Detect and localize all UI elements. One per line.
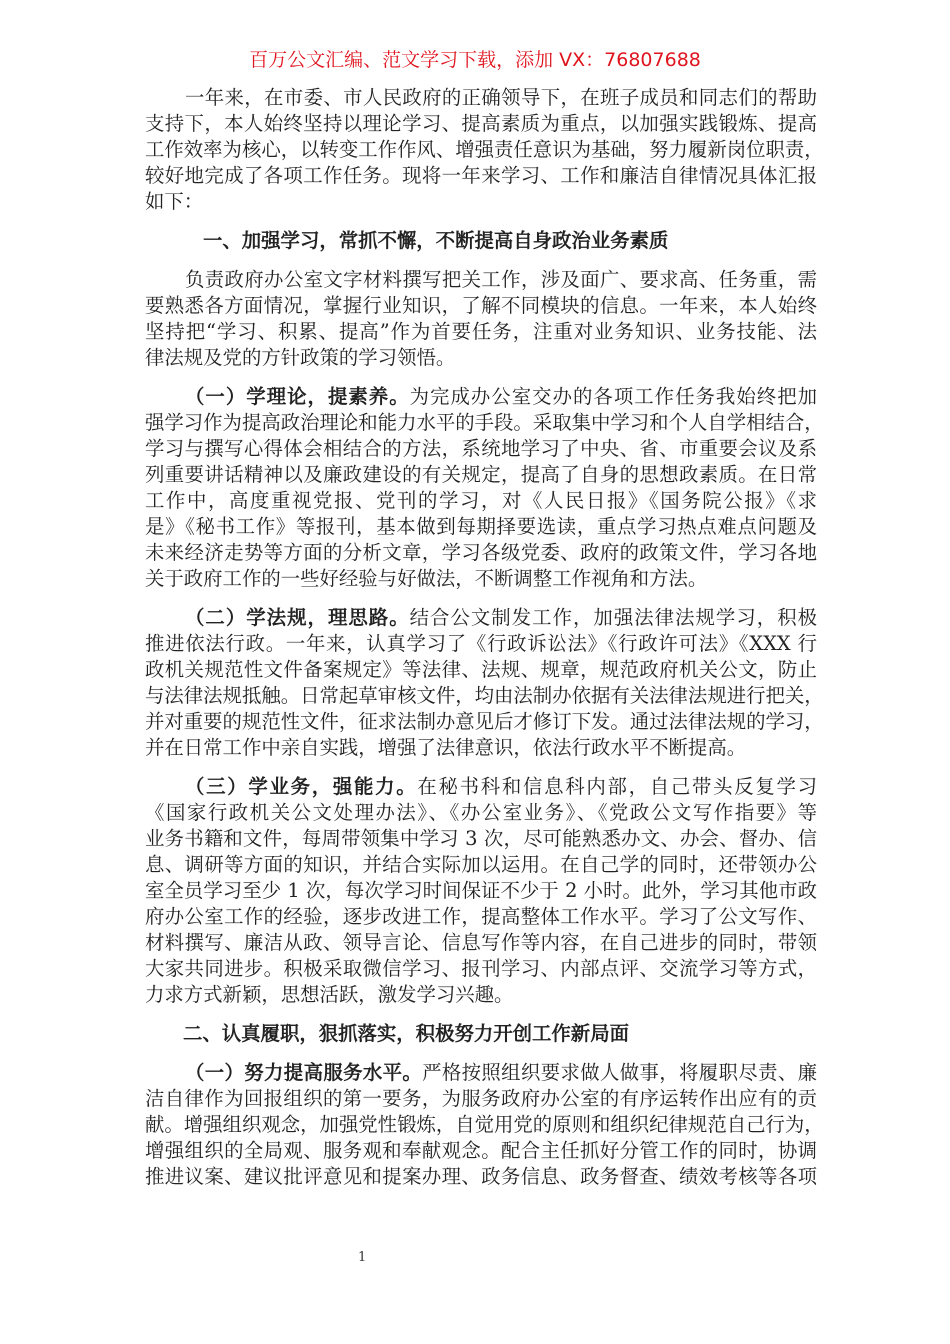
line-text: 推进议案、建议批评意见和提案办理、政务信息、政务督查、绩效考核等各项 — [145, 1165, 817, 1188]
line-text: 洁自律作为回报组织的第一要务，为服务政府办公室的有序运转作出应有的贡 — [145, 1087, 817, 1110]
line-text: 并在日常工作中亲自实践，增强了法律意识，依法行政水平不断提高。 — [145, 736, 747, 759]
text-line — [145, 904, 817, 930]
text-line — [145, 111, 817, 137]
line-text: 列重要讲话精神以及廉政建设的有关规定，提高了自身的思想政素质。在日常 — [145, 463, 817, 486]
line-text: 要熟悉各方面情况，掌握行业知识，了解不同模块的信息。一年来，本人始终 — [145, 294, 817, 317]
line-text: 力求方式新颖，思想活跃，激发学习兴趣。 — [145, 983, 514, 1006]
line-text: 增强组织的全局观、服务观和奉献观念。配合主任抓好分管工作的同时，协调 — [145, 1139, 817, 1162]
paragraph — [145, 384, 824, 592]
subsection-title: （一）学理论，提素养。 — [185, 385, 410, 408]
line-text: 较好地完成了各项工作任务。现将一年来学习、工作和廉洁自律情况具体汇报 — [145, 164, 817, 187]
line-text: 学习与撰写心得体会相结合的方法，系统地学习了中央、省、市重要会议及系 — [145, 437, 817, 460]
text-line — [145, 1138, 817, 1164]
text-line — [145, 137, 824, 163]
text-line — [145, 345, 817, 371]
text-line — [145, 956, 817, 982]
page-number: 1 — [358, 1250, 367, 1265]
document-body — [145, 85, 824, 1203]
text-line — [145, 1164, 817, 1190]
paragraph — [145, 1060, 824, 1190]
line-text: 关于政府工作的一些好经验与好做法，不断调整工作视角和方法。 — [145, 567, 708, 590]
line-text: 大家共同进步。积极采取微信学习、报刊学习、内部点评、交流学习等方式， — [145, 957, 817, 980]
text-line — [145, 800, 817, 826]
text-line — [145, 683, 824, 709]
text-line — [145, 657, 817, 683]
line-text: 府办公室工作的经验，逐步改进工作，提高整体工作水平。学习了公文写作、 — [145, 905, 817, 928]
line-text: 为完成办公室交办的各项工作任务我始终把加 — [409, 385, 818, 408]
text-line — [145, 852, 817, 878]
line-text: 《国家行政机关公文处理办法》、《办公室业务》、《党政公文写作指要》等 — [145, 801, 817, 824]
paragraph — [145, 774, 817, 1008]
text-line — [145, 293, 817, 319]
text-line — [145, 163, 817, 189]
line-text: 材料撰写、廉洁从政、领导言论、信息写作等内容，在自己进步的同时，带领 — [145, 931, 817, 954]
line-text: 在秘书科和信息科内部，自己带头反复学习 — [417, 775, 818, 798]
line-text: 负责政府办公室文字材料撰写把关工作，涉及面广、要求高、任务重，需 — [185, 268, 817, 291]
paragraph — [145, 85, 824, 215]
text-line — [145, 735, 817, 761]
watermark-banner: 百万公文汇编、范文学习下载，添加 VX：76807688 — [249, 49, 701, 71]
line-text: 严格按照组织要求做人做事，将履职尽责、廉 — [422, 1061, 818, 1084]
text-line — [145, 605, 817, 631]
text-line — [145, 982, 817, 1008]
text-line — [145, 1086, 817, 1112]
line-text: 献。增强组织观念，加强党性锻炼，自觉用党的原则和组织纪律规范自己行为， — [145, 1113, 824, 1136]
line-text: 息、调研等方面的知识，并结合实际加以运用。在自己学的同时，还带领办公 — [145, 853, 817, 876]
line-text: 律法规及党的方针政策的学习领悟。 — [145, 346, 456, 369]
text-line — [145, 631, 817, 657]
text-line — [145, 709, 824, 735]
text-line — [145, 1060, 817, 1086]
text-line — [145, 267, 817, 293]
text-line — [145, 488, 817, 514]
line-text: 如下： — [145, 190, 204, 213]
text-line — [145, 462, 817, 488]
paragraph — [145, 267, 817, 371]
line-text: 结合公文制发工作，加强法律法规学习，积极 — [409, 606, 818, 629]
line-text: 推进依法行政。一年来，认真学习了《行政诉讼法》《行政许可法》《XXX 行 — [145, 632, 817, 655]
text-line — [145, 436, 817, 462]
text-line — [145, 384, 817, 410]
line-text: 与法律法规抵触。日常起草审核文件，均由法制办依据有关法律法规进行把关， — [145, 684, 824, 707]
text-line — [145, 826, 817, 852]
line-text: 并对重要的规范性文件，征求法制办意见后才修订下发。通过法律法规的学习， — [145, 710, 824, 733]
text-line — [145, 930, 817, 956]
line-text: 是》《秘书工作》等报刊，基本做到每期择要选读，重点学习热点难点问题及 — [145, 515, 817, 538]
subsection-title: （三）学业务，强能力。 — [185, 775, 418, 798]
text-line — [145, 878, 817, 904]
text-line — [145, 1021, 817, 1047]
line-text: 业务书籍和文件，每周带领集中学习 3 次，尽可能熟悉办文、办会、督办、信 — [145, 827, 817, 850]
line-text: 政机关规范性文件备案规定》等法律、法规、规章，规范政府机关公文，防止 — [145, 658, 817, 681]
line-text: 工作中，高度重视党报、党刊的学习，对《人民日报》《国务院公报》《求 — [145, 489, 817, 512]
section-heading — [145, 228, 817, 254]
line-text: 室全员学习至少 1 次，每次学习时间保证不少于 2 小时。此外，学习其他市政 — [145, 879, 817, 902]
line-text: 坚持把“学习、积累、提高”作为首要任务，注重对业务知识、业务技能、法 — [145, 320, 817, 343]
text-line — [145, 410, 824, 436]
line-text: 工作效率为核心，以转变工作作风、增强责任意识为基础，努力履新岗位职责， — [145, 138, 824, 161]
line-text: 支持下，本人始终坚持以理论学习、提高素质为重点，以加强实践锻炼、提高 — [145, 112, 817, 135]
text-line — [145, 540, 817, 566]
text-line — [145, 514, 817, 540]
line-text: 二、认真履职，狠抓落实，积极努力开创工作新局面 — [183, 1022, 629, 1045]
paragraph — [145, 605, 824, 761]
subsection-title: （二）学法规，理思路。 — [185, 606, 410, 629]
text-line — [145, 319, 817, 345]
subsection-title: （一）努力提高服务水平。 — [185, 1061, 423, 1084]
text-line — [145, 774, 817, 800]
text-line — [145, 566, 817, 592]
section-heading — [145, 1021, 817, 1047]
text-line — [145, 85, 817, 111]
text-line — [145, 189, 817, 215]
line-text: 一年来，在市委、市人民政府的正确领导下，在班子成员和同志们的帮助 — [185, 86, 817, 109]
line-text: 一、加强学习，常抓不懈，不断提高自身政治业务素质 — [203, 229, 669, 252]
text-line — [145, 1112, 824, 1138]
text-line — [145, 228, 817, 254]
line-text: 强学习作为提高政治理论和能力水平的手段。采取集中学习和个人自学相结合， — [145, 411, 824, 434]
line-text: 未来经济走势等方面的分析文章，学习各级党委、政府的政策文件，学习各地 — [145, 541, 817, 564]
